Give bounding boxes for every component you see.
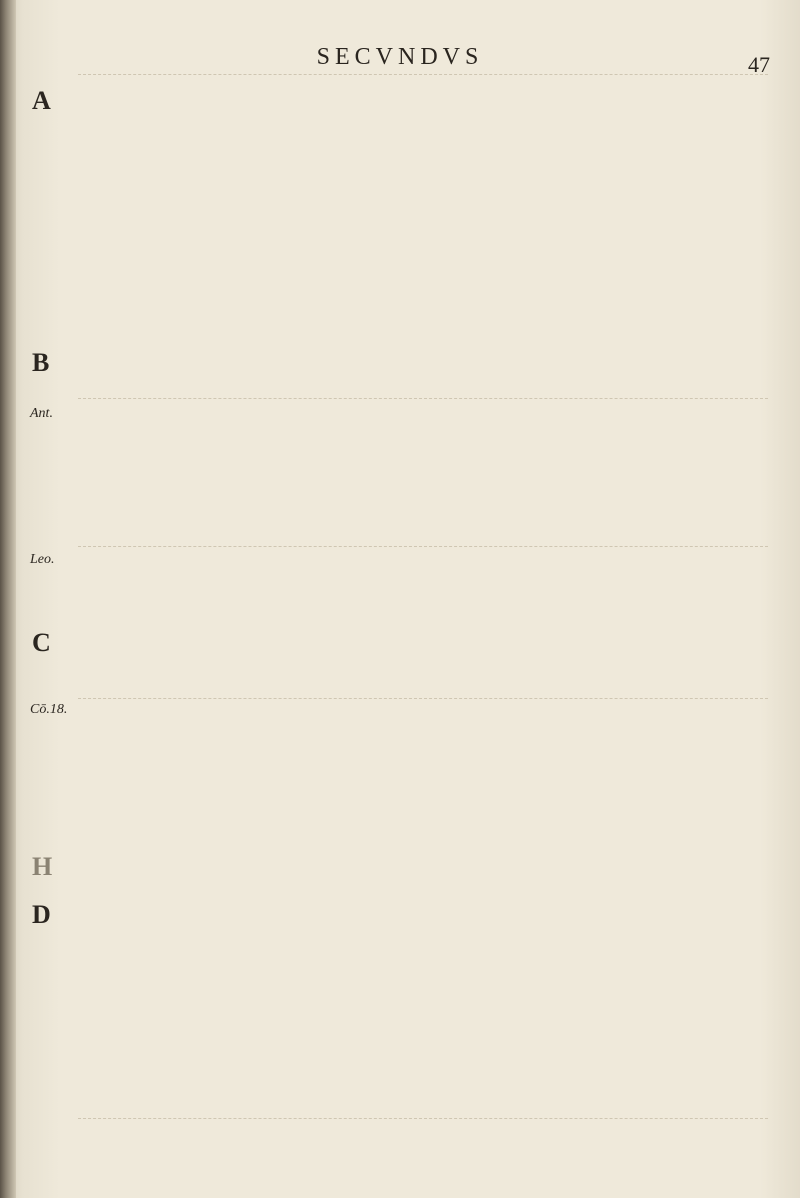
margin-letter-c: C [32, 628, 51, 657]
running-head: SECVNDVS [316, 44, 484, 70]
text-paragraph-leo [78, 546, 768, 691]
commentary-paragraph-sed [78, 1118, 768, 1183]
margin-letter-h: H [32, 852, 53, 881]
binding-gutter [0, 0, 16, 1198]
commentary-paragraph [78, 698, 768, 1115]
commentary-paragraph-a [78, 74, 768, 391]
margin-letter-a: A [32, 86, 51, 115]
commentary-label: Cō.18. [30, 702, 68, 717]
margin-letter-d: D [32, 900, 51, 929]
text-paragraph-ant [78, 398, 768, 539]
speaker-label-leo: Leo. [30, 552, 55, 567]
margin-letter-b: B [32, 348, 50, 377]
page-number: 47 [748, 52, 770, 77]
speaker-label-ant: Ant. [30, 406, 53, 421]
